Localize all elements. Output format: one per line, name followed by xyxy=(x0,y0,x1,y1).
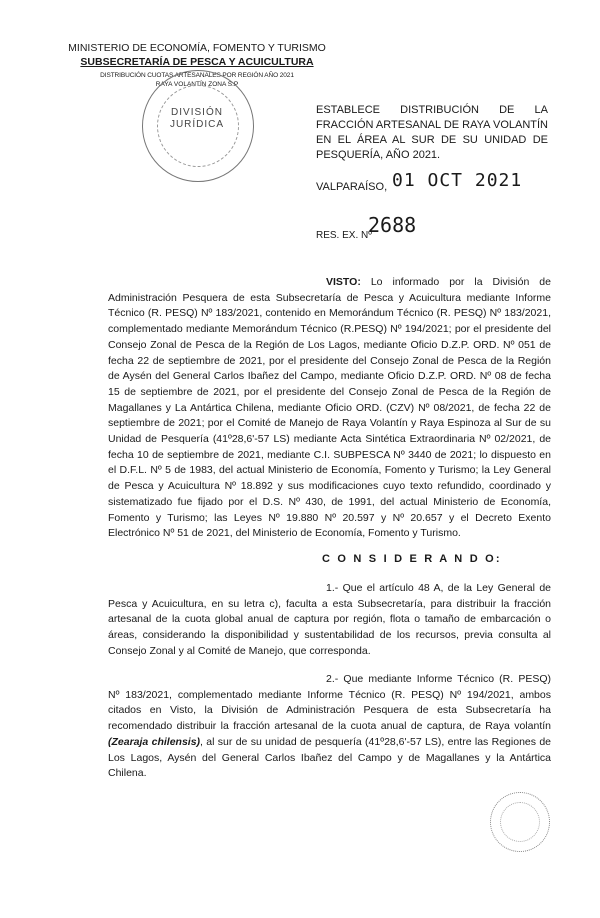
considerando-2 xyxy=(108,672,551,782)
visto-label: VISTO: xyxy=(326,276,361,288)
subsecretaria-heading: SUBSECRETARÍA DE PESCA Y ACUICULTURA xyxy=(80,56,314,68)
species-name: (Zearaja chilensis) xyxy=(108,735,201,748)
resolution-label: RES. EX. Nº xyxy=(316,230,372,241)
visto-paragraph xyxy=(108,275,551,542)
visto-text: Lo informado por la División de Administración Pesquera de esta Subsecretaría de Pesca y Acuicultura mediante Informe Técnico (R. PESQ) Nº 183/2021, contenido en Memorándum Técnico (R. PESQ) Nº 183/2021, complementado mediante Memorándum Técnico (R.PESQ) Nº 194/2021; por el presidente del Consejo Zonal de Pesca de la Región de Los Lagos, mediante Oficio D.Z.P. ORD. Nº 051 de fecha 22 de septiembre de 2021, por el presidente del Consejo Zonal de Pesca de la Región de Aysén del General Carlos Ibañez del Campo, mediante Oficio D.Z.P. ORD. Nº 08 de fecha 15 de septiembre de 2021, por el presidente del Consejo Zonal de Pesca de la Región de Magallanes y La Antártica Chilena, mediante Oficio ORD. (CZV) Nº 08/2021, de fecha 22 de septiembre de 2021; por el Comité de Manejo de Raya Volantín y Raya Espinoza al Sur de su Unidad de Pesquería (41º28,6'-57 LS) mediante Acta Sintética Extraordinaria Nº 02/2021, de fecha 10 de septiembre de 2021, mediante C.I. SUBPESCA Nº 3440 de 2021; lo dispuesto en el D.F.L. Nº 5 de 1983, del actual Ministerio de Economía, Fomento y Turismo; la Ley General de Pesca y Acuicultura Nº 18.892 y sus modificaciones cuyo texto refundido, coordinado y sistematizado fue fijado por el D.S. Nº 430, de 1991, del actual Ministerio de Economía, Fomento y Turismo; las Leyes Nº 19.880 Nº 20.597 y Nº 20.657 y el Decreto Exento Electrónico Nº 51 de 2021, del Ministerio de Economía, Fomento y Turismo. xyxy=(108,276,551,540)
division-juridica-stamp xyxy=(142,70,254,182)
ministry-heading: MINISTERIO DE ECONOMÍA, FOMENTO Y TURISMO xyxy=(68,42,326,54)
distribution-subheading: DISTRIBUCIÓN CUOTAS ARTESANALES POR REGIÓN AÑO 2021 xyxy=(100,72,294,79)
stamp-label: DIVISIÓN JURÍDICA xyxy=(169,107,225,130)
date-stamp: 01 OCT 2021 xyxy=(392,170,523,191)
considerando-1 xyxy=(108,581,551,660)
considerando-1-text: 1.- Que el artículo 48 A, de la Ley General de Pesca y Acuicultura, en su letra c), faculta a esta Subsecretaría, para distribuir la fracción artesanal de la cuota global anual de captura por región, flota o tamaño de embarcación o áreas, considerando la disponibilidad y sustentabilidad de los recursos, previa consulta al Consejo Zonal y al Comité de Manejo, que corresponda. xyxy=(108,582,551,657)
considerando-2-text-b: , al sur de su unidad de pesquería (41º28,6'-57 LS), entre las Regiones de Los Lagos, Aysén del General Carlos Ibañez del Campo y de Magallanes y la Antártica Chilena. xyxy=(108,735,552,780)
resolution-title: ESTABLECE DISTRIBUCIÓN DE LA FRACCIÓN ARTESANAL DE RAYA VOLANTÍN EN EL ÁREA AL SUR DE SU UNIDAD DE PESQUERÍA, AÑO 2021. xyxy=(316,104,548,161)
considerando-2-text-a: 2.- Que mediante Informe Técnico (R. PESQ) Nº 183/2021, complementado mediante Informe Técnico (R. PESQ) Nº 194/2021, ambos citados en Visto, la División de Administración Pesquera de esta Subsecretaría ha recomendado distribuir la fracción artesanal de la cuota anual de captura, de Raya volantín xyxy=(108,673,551,733)
seal-stamp xyxy=(490,792,550,852)
resolution-number: 2688 xyxy=(368,213,417,237)
species-subheading: RAYA VOLANTÍN ZONA S.P xyxy=(155,81,239,88)
place: VALPARAÍSO, xyxy=(316,181,388,193)
considerando-heading: C O N S I D E R A N D O: xyxy=(322,553,502,565)
